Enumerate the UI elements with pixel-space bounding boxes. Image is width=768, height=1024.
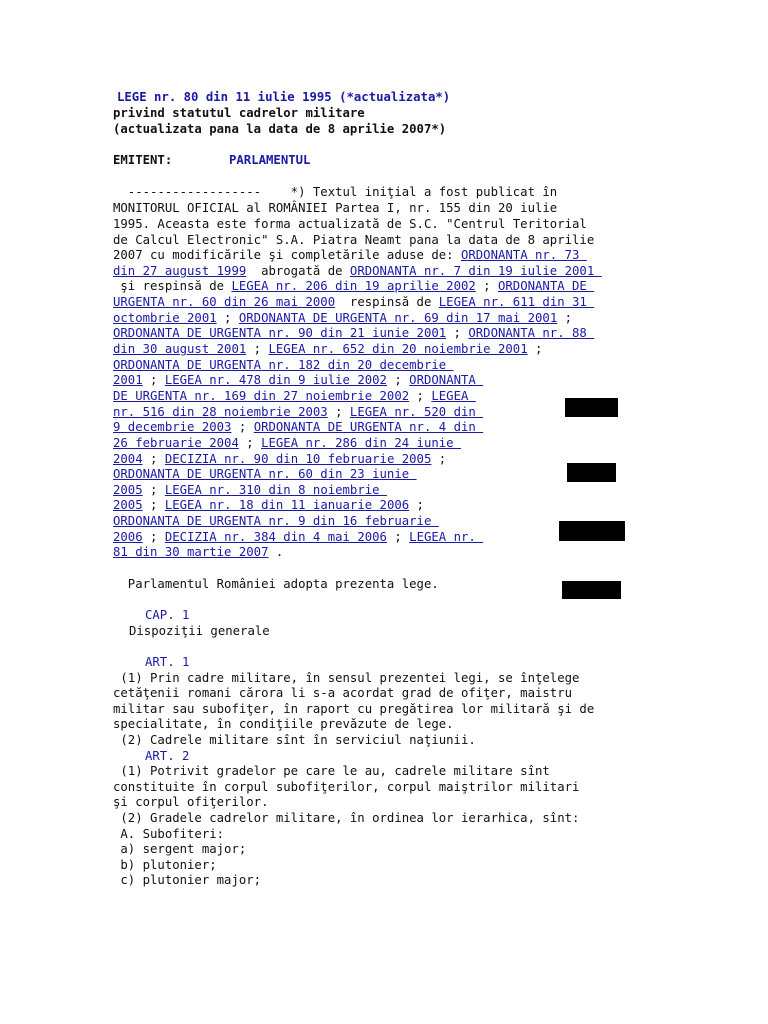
amendment-link[interactable]: LEGEA nr. 478 din 9 iulie 2002	[164, 373, 387, 387]
note-text: ;	[246, 342, 269, 356]
article-2-text: constituite în corpul subofiţerilor, corpul maiştrilor militari	[113, 780, 580, 794]
amendment-link[interactable]: 2006	[113, 530, 143, 544]
amendment-link[interactable]: 26 februarie 2004	[113, 436, 239, 450]
note-line	[113, 483, 387, 498]
amendment-link[interactable]: ORDONANTA DE URGENTA nr. 90 din 21 iunie 2001	[113, 326, 447, 340]
note-line	[113, 514, 439, 529]
redaction-box	[562, 581, 621, 599]
amendment-link[interactable]: URGENTA nr. 60 din 26 mai 2000	[113, 295, 336, 309]
law-subject: privind statutul cadrelor militare	[113, 106, 365, 120]
article-2-text: (1) Potrivit gradelor pe care le au, cadrele militare sînt	[113, 764, 550, 778]
note-line	[113, 264, 602, 279]
article-1-text: (1) Prin cadre militare, în sensul prezentei legi, se înţelege	[113, 671, 580, 685]
amendment-link[interactable]: DECIZIA nr. 384 din 4 mai 2006	[164, 530, 387, 544]
note-text: abrogată de	[246, 264, 350, 278]
article-1-text: militar sau subofiţer, în raport cu pregătirea lor militară şi de	[113, 702, 595, 716]
note-text: ;	[557, 311, 573, 325]
law-title: LEGE nr. 80 din 11 iulie 1995 (*actualizata*)	[117, 90, 451, 104]
article-1-text: specialitate, în condiţiile prevăzute de lege.	[113, 717, 454, 731]
law-update-note: (actualizata pana la data de 8 aprilie 2007*)	[113, 122, 447, 136]
note-text: 2007 cu modificările şi completările aduse de:	[113, 248, 461, 262]
note-text: ;	[142, 498, 165, 512]
adoption-statement: Parlamentul României adopta prezenta lege.	[113, 577, 439, 591]
chapter-title: Dispoziţii generale	[129, 624, 270, 638]
article-2-text: (2) Gradele cadrelor militare, în ordinea lor ierarhica, sînt:	[113, 811, 580, 825]
article-2-label: ART. 2	[145, 749, 190, 763]
amendment-link[interactable]: nr. 516 din 28 noiembrie 2003	[113, 405, 328, 419]
amendment-link[interactable]: DECIZIA nr. 90 din 10 februarie 2005	[164, 452, 432, 466]
emitent-label: EMITENT:	[113, 153, 173, 167]
amendment-link[interactable]: octombrie 2001	[113, 311, 217, 325]
rank-list-item: a) sergent major;	[113, 842, 247, 856]
amendment-link[interactable]: 2004	[113, 452, 143, 466]
note-text: ;	[386, 373, 410, 387]
note-line	[113, 295, 594, 310]
note-text: ;	[142, 452, 165, 466]
amendment-link[interactable]: LEGEA nr. 18 din 11 ianuarie 2006	[164, 498, 410, 512]
amendment-link[interactable]: DE URGENTA nr. 169 din 27 noiembrie 2002	[113, 389, 410, 403]
article-1-text: cetăţenii romani cărora li s-a acordat grad de ofiţer, maistru	[113, 686, 573, 700]
note-line	[113, 436, 461, 451]
note-line	[113, 342, 542, 357]
amendment-link[interactable]: ORDONANTA DE URGENTA nr. 9 din 16 februarie	[113, 514, 439, 528]
note-text: ;	[327, 405, 350, 419]
amendment-link[interactable]: LEGEA nr. 652 din 20 noiembrie 2001	[268, 342, 528, 356]
note-line	[113, 326, 594, 341]
note-text: respinsă de	[335, 295, 439, 309]
amendment-link[interactable]: ORDONANTA	[409, 373, 484, 387]
article-1-label: ART. 1	[145, 655, 190, 669]
amendment-link[interactable]: ORDONANTA DE URGENTA nr. 182 din 20 decembrie	[113, 358, 454, 372]
amendment-link[interactable]: ORDONANTA nr. 88	[468, 326, 595, 340]
amendment-link[interactable]: 2001	[113, 373, 143, 387]
note-line	[113, 389, 476, 404]
redaction-box	[559, 521, 625, 541]
note-text: ;	[527, 342, 543, 356]
note-text: ;	[231, 420, 254, 434]
note-text: .	[268, 545, 284, 559]
emitent-value: PARLAMENTUL	[229, 153, 311, 167]
note-text: şi respinsă de	[113, 279, 232, 293]
note-line	[113, 498, 424, 513]
note-line: 1995. Aceasta este forma actualizată de S.C. "Centrul Teritorial	[113, 217, 587, 231]
amendment-link[interactable]: 2005	[113, 498, 143, 512]
note-line: MONITORUL OFICIAL al ROMÂNIEI Partea I, nr. 155 din 20 iulie	[113, 201, 558, 215]
rank-list-item: b) plutonier;	[113, 858, 217, 872]
note-line: ------------------ *) Textul iniţial a fost publicat în	[113, 185, 558, 199]
amendment-link[interactable]: LEGEA nr.	[409, 530, 484, 544]
amendment-link[interactable]: 9 decembrie 2003	[113, 420, 232, 434]
article-2-text: A. Subofiteri:	[113, 827, 225, 841]
note-text: ;	[431, 452, 447, 466]
amendment-link[interactable]: ORDONANTA DE URGENTA nr. 60 din 23 iunie	[113, 467, 417, 481]
note-text: ;	[446, 326, 469, 340]
article-2-text: şi corpul ofiţerilor.	[113, 795, 269, 809]
amendment-link[interactable]: LEGEA nr. 310 din 8 noiembrie	[164, 483, 387, 497]
note-line	[113, 545, 283, 560]
note-text: ;	[409, 498, 424, 512]
note-line	[113, 420, 483, 435]
amendment-link[interactable]: 2005	[113, 483, 143, 497]
note-line	[113, 467, 417, 482]
amendment-link[interactable]: ORDONANTA DE URGENTA nr. 69 din 17 mai 2001	[238, 311, 558, 325]
article-1-text: (2) Cadrele militare sînt în serviciul naţiunii.	[113, 733, 476, 747]
rank-list-item: c) plutonier major;	[113, 873, 262, 887]
redaction-box	[565, 398, 618, 417]
note-line	[113, 452, 446, 467]
note-text: ;	[142, 530, 165, 544]
note-text: ;	[238, 436, 262, 450]
amendment-link[interactable]: ORDONANTA DE	[498, 279, 595, 293]
amendment-link[interactable]: ORDONANTA nr. 7 din 19 iulie 2001	[349, 264, 602, 278]
amendment-link[interactable]: din 27 august 1999	[113, 264, 247, 278]
note-line	[113, 373, 483, 388]
note-text: ;	[409, 389, 432, 403]
note-text: ;	[386, 530, 410, 544]
redaction-box	[567, 463, 616, 482]
note-line	[113, 311, 572, 326]
note-line	[113, 248, 587, 263]
amendment-link[interactable]: LEGEA	[431, 389, 476, 403]
amendment-link[interactable]: 81 din 30 martie 2007	[113, 545, 269, 559]
amendment-link[interactable]: LEGEA nr. 520 din	[349, 405, 484, 419]
chapter-label: CAP. 1	[145, 608, 190, 622]
note-text: ;	[142, 483, 165, 497]
amendment-link[interactable]: LEGEA nr. 206 din 19 aprilie 2002	[231, 279, 476, 293]
note-line	[113, 405, 483, 420]
amendment-link[interactable]: ORDONANTA DE URGENTA nr. 4 din	[253, 420, 484, 434]
note-text: ;	[216, 311, 239, 325]
amendment-link[interactable]: ORDONANTA nr. 73	[460, 248, 587, 262]
note-text: ;	[142, 373, 165, 387]
note-line: de Calcul Electronic" S.A. Piatra Neamt pana la data de 8 aprilie	[113, 233, 595, 247]
amendment-link[interactable]: LEGEA nr. 286 din 24 iunie	[261, 436, 461, 450]
amendment-link[interactable]: din 30 august 2001	[113, 342, 247, 356]
note-text: ;	[475, 279, 498, 293]
note-line	[113, 530, 483, 545]
amendment-link[interactable]: LEGEA nr. 611 din 31	[438, 295, 595, 309]
note-line	[113, 358, 454, 373]
note-line	[113, 279, 594, 294]
